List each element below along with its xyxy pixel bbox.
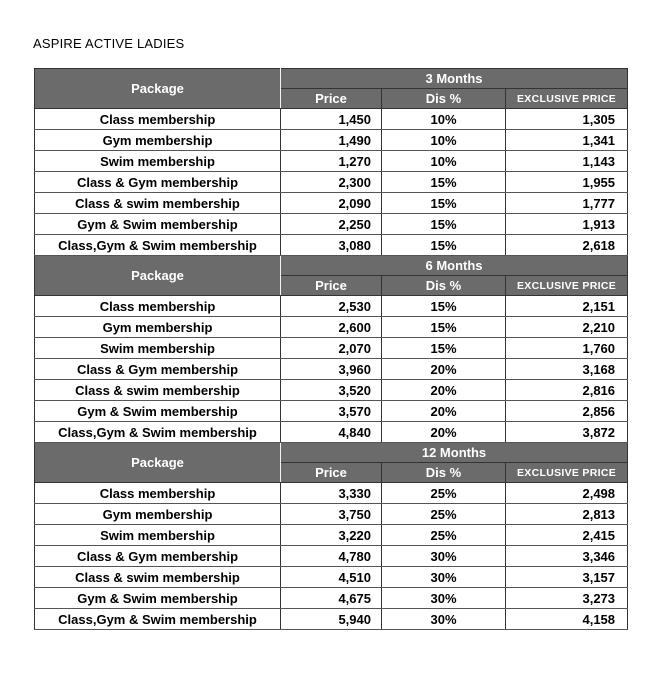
table-row bbox=[35, 483, 628, 504]
package-price: 2,600 bbox=[281, 317, 382, 338]
table-row bbox=[35, 588, 628, 609]
package-name: Gym membership bbox=[35, 504, 281, 525]
package-name: Gym & Swim membership bbox=[35, 401, 281, 422]
package-price: 3,080 bbox=[281, 235, 382, 256]
package-price: 4,840 bbox=[281, 422, 382, 443]
package-price: 3,750 bbox=[281, 504, 382, 525]
package-exclusive-price: 1,955 bbox=[506, 172, 628, 193]
table-row bbox=[35, 380, 628, 401]
table-row bbox=[35, 338, 628, 359]
table-row bbox=[35, 317, 628, 338]
package-discount: 30% bbox=[382, 567, 506, 588]
package-price: 4,510 bbox=[281, 567, 382, 588]
exclusive-price-header: EXCLUSIVE PRICE bbox=[506, 89, 628, 109]
package-exclusive-price: 1,760 bbox=[506, 338, 628, 359]
price-header: Price bbox=[281, 463, 382, 483]
package-exclusive-price: 1,305 bbox=[506, 109, 628, 130]
package-name: Class membership bbox=[35, 296, 281, 317]
package-name: Class,Gym & Swim membership bbox=[35, 235, 281, 256]
package-discount: 30% bbox=[382, 546, 506, 567]
package-discount: 15% bbox=[382, 193, 506, 214]
package-exclusive-price: 2,498 bbox=[506, 483, 628, 504]
table-row bbox=[35, 525, 628, 546]
package-price: 2,070 bbox=[281, 338, 382, 359]
package-name: Swim membership bbox=[35, 151, 281, 172]
package-name: Class & swim membership bbox=[35, 193, 281, 214]
package-price: 1,270 bbox=[281, 151, 382, 172]
package-name: Gym membership bbox=[35, 317, 281, 338]
table-row bbox=[35, 109, 628, 130]
package-price: 2,250 bbox=[281, 214, 382, 235]
package-name: Gym & Swim membership bbox=[35, 214, 281, 235]
table-row bbox=[35, 296, 628, 317]
package-discount: 30% bbox=[382, 588, 506, 609]
section-header-row bbox=[35, 69, 628, 89]
package-discount: 25% bbox=[382, 525, 506, 546]
package-exclusive-price: 2,816 bbox=[506, 380, 628, 401]
package-discount: 25% bbox=[382, 483, 506, 504]
exclusive-price-header: EXCLUSIVE PRICE bbox=[506, 276, 628, 296]
package-price: 4,780 bbox=[281, 546, 382, 567]
pricing-table bbox=[34, 68, 628, 630]
table-row bbox=[35, 130, 628, 151]
section-header-row bbox=[35, 256, 628, 276]
price-header: Price bbox=[281, 276, 382, 296]
table-row bbox=[35, 359, 628, 380]
package-price: 2,300 bbox=[281, 172, 382, 193]
section-header-row bbox=[35, 443, 628, 463]
package-price: 2,530 bbox=[281, 296, 382, 317]
table-row bbox=[35, 151, 628, 172]
package-price: 3,570 bbox=[281, 401, 382, 422]
table-row bbox=[35, 504, 628, 525]
package-exclusive-price: 3,273 bbox=[506, 588, 628, 609]
package-name: Gym membership bbox=[35, 130, 281, 151]
period-header: 12 Months bbox=[281, 443, 628, 463]
package-name: Class & swim membership bbox=[35, 567, 281, 588]
package-price: 4,675 bbox=[281, 588, 382, 609]
package-discount: 15% bbox=[382, 296, 506, 317]
package-name: Class,Gym & Swim membership bbox=[35, 609, 281, 630]
table-row bbox=[35, 609, 628, 630]
package-name: Class & Gym membership bbox=[35, 359, 281, 380]
package-exclusive-price: 1,913 bbox=[506, 214, 628, 235]
package-name: Swim membership bbox=[35, 338, 281, 359]
table-row bbox=[35, 422, 628, 443]
period-header: 3 Months bbox=[281, 69, 628, 89]
package-name: Class membership bbox=[35, 483, 281, 504]
package-discount: 20% bbox=[382, 380, 506, 401]
package-price: 3,520 bbox=[281, 380, 382, 401]
table-row bbox=[35, 172, 628, 193]
price-header: Price bbox=[281, 89, 382, 109]
package-exclusive-price: 3,157 bbox=[506, 567, 628, 588]
package-exclusive-price: 3,346 bbox=[506, 546, 628, 567]
table-row bbox=[35, 214, 628, 235]
package-name: Class,Gym & Swim membership bbox=[35, 422, 281, 443]
package-price: 3,960 bbox=[281, 359, 382, 380]
package-name: Class & Gym membership bbox=[35, 546, 281, 567]
discount-header: Dis % bbox=[382, 463, 506, 483]
package-exclusive-price: 1,143 bbox=[506, 151, 628, 172]
package-discount: 20% bbox=[382, 401, 506, 422]
table-row bbox=[35, 193, 628, 214]
package-exclusive-price: 2,618 bbox=[506, 235, 628, 256]
package-price: 5,940 bbox=[281, 609, 382, 630]
discount-header: Dis % bbox=[382, 89, 506, 109]
package-exclusive-price: 1,777 bbox=[506, 193, 628, 214]
package-exclusive-price: 2,415 bbox=[506, 525, 628, 546]
package-discount: 15% bbox=[382, 172, 506, 193]
package-discount: 15% bbox=[382, 214, 506, 235]
package-exclusive-price: 2,151 bbox=[506, 296, 628, 317]
package-discount: 10% bbox=[382, 130, 506, 151]
package-name: Class & swim membership bbox=[35, 380, 281, 401]
package-exclusive-price: 3,872 bbox=[506, 422, 628, 443]
period-header: 6 Months bbox=[281, 256, 628, 276]
package-discount: 15% bbox=[382, 235, 506, 256]
package-exclusive-price: 4,158 bbox=[506, 609, 628, 630]
table-row bbox=[35, 546, 628, 567]
pricing-table-body bbox=[35, 69, 628, 630]
package-name: Class & Gym membership bbox=[35, 172, 281, 193]
package-discount: 15% bbox=[382, 317, 506, 338]
table-row bbox=[35, 235, 628, 256]
package-header: Package bbox=[35, 256, 281, 296]
package-exclusive-price: 3,168 bbox=[506, 359, 628, 380]
package-price: 3,330 bbox=[281, 483, 382, 504]
package-price: 3,220 bbox=[281, 525, 382, 546]
package-header: Package bbox=[35, 443, 281, 483]
table-row bbox=[35, 401, 628, 422]
package-name: Swim membership bbox=[35, 525, 281, 546]
package-price: 1,450 bbox=[281, 109, 382, 130]
package-name: Gym & Swim membership bbox=[35, 588, 281, 609]
package-discount: 20% bbox=[382, 422, 506, 443]
package-discount: 20% bbox=[382, 359, 506, 380]
exclusive-price-header: EXCLUSIVE PRICE bbox=[506, 463, 628, 483]
package-discount: 30% bbox=[382, 609, 506, 630]
discount-header: Dis % bbox=[382, 276, 506, 296]
package-exclusive-price: 2,210 bbox=[506, 317, 628, 338]
package-exclusive-price: 2,856 bbox=[506, 401, 628, 422]
document-title: ASPIRE ACTIVE LADIES bbox=[33, 36, 185, 51]
package-discount: 15% bbox=[382, 338, 506, 359]
package-exclusive-price: 2,813 bbox=[506, 504, 628, 525]
package-discount: 25% bbox=[382, 504, 506, 525]
package-discount: 10% bbox=[382, 109, 506, 130]
package-header: Package bbox=[35, 69, 281, 109]
package-exclusive-price: 1,341 bbox=[506, 130, 628, 151]
package-price: 2,090 bbox=[281, 193, 382, 214]
package-name: Class membership bbox=[35, 109, 281, 130]
table-row bbox=[35, 567, 628, 588]
package-discount: 10% bbox=[382, 151, 506, 172]
package-price: 1,490 bbox=[281, 130, 382, 151]
